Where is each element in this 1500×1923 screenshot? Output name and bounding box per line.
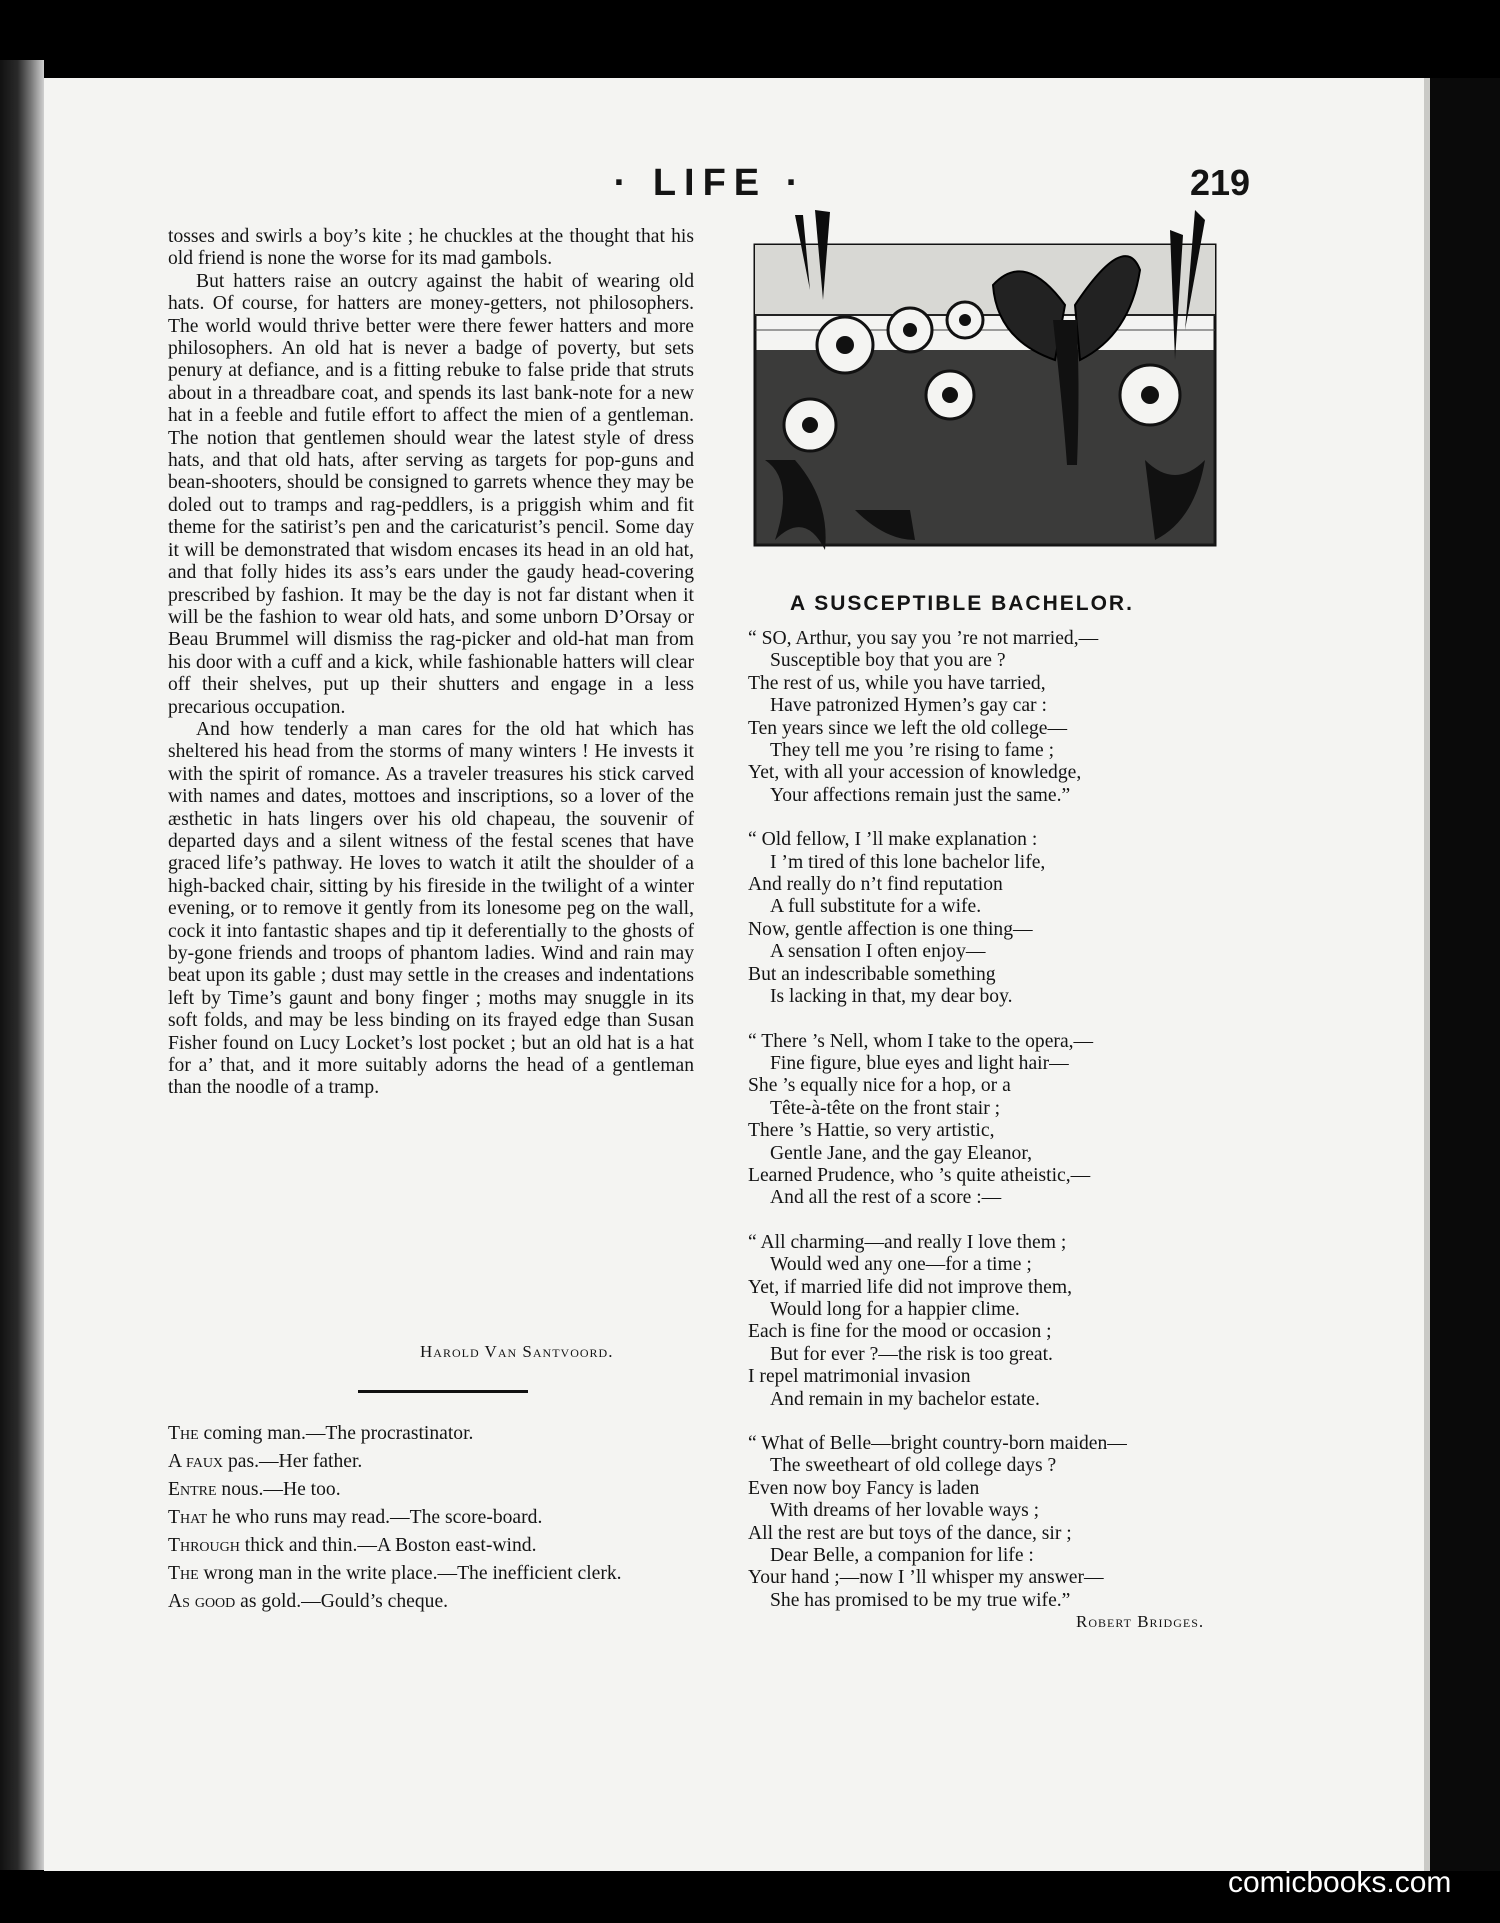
poem-line: The rest of us, while you have tarried, bbox=[748, 672, 1046, 694]
poem-stanza bbox=[748, 829, 1268, 1008]
magazine-title: · LIFE · bbox=[613, 162, 807, 204]
joke-lead: A faux bbox=[168, 1451, 224, 1472]
joke-item bbox=[168, 1562, 728, 1585]
poem-stanza bbox=[748, 1232, 1268, 1411]
poem-stanza bbox=[748, 628, 1268, 807]
poem-line: They tell me you ’re rising to fame ; bbox=[770, 740, 1055, 762]
poem-line: Fine figure, blue eyes and light hair— bbox=[770, 1052, 1069, 1074]
poem-line: I repel matrimonial invasion bbox=[748, 1366, 971, 1388]
poem-line: “ SO, Arthur, you say you ’re not married,— bbox=[748, 628, 1099, 649]
joke-text: thick and thin.—A Boston east-wind. bbox=[239, 1535, 537, 1556]
joke-lead: That bbox=[168, 1507, 208, 1528]
poem-line: But for ever ?—the risk is too great. bbox=[770, 1343, 1053, 1365]
poem-line: Would wed any one—for a time ; bbox=[770, 1254, 1032, 1276]
poem-line: Would long for a happier clime. bbox=[770, 1298, 1020, 1320]
joke-item bbox=[168, 1450, 728, 1473]
poem-line: Now, gentle affection is one thing— bbox=[748, 918, 1033, 940]
joke-text: pas.—Her father. bbox=[223, 1451, 363, 1472]
poem-line: Have patronized Hymen’s gay car : bbox=[770, 695, 1047, 717]
poem-title: A SUSCEPTIBLE BACHELOR. bbox=[790, 592, 1134, 615]
joke-lead: The bbox=[168, 1563, 199, 1584]
poem-line: Ten years since we left the old college— bbox=[748, 717, 1068, 739]
essay-paragraph: tosses and swirls a boy’s kite ; he chuckles at the thought that his old friend is none the worse for its mad gambols. bbox=[168, 226, 694, 270]
poem-line: She has promised to be my true wife.” bbox=[770, 1589, 1071, 1611]
poem-line: And all the rest of a score :— bbox=[770, 1187, 1002, 1209]
poem-stanza bbox=[748, 1433, 1268, 1612]
book-spine-shadow bbox=[0, 60, 44, 1870]
joke-lead: The bbox=[168, 1423, 199, 1444]
joke-text: coming man.—The procrastinator. bbox=[198, 1423, 474, 1444]
essay-paragraph: And how tenderly a man cares for the old hat which has sheltered his head from the storms of many winters ! He invests it with the spirit of romance. As a traveler treasures his stick carved with names and dates, mottoes and inscriptions, so a lover of the æsthetic in hats lingers over his old chapeau, the souvenir of departed days and a silent witness of the festal scenes that have graced life’s pathway. He loves to watch it atilt the shoulder of a high-backed chair, sitting by his fireside in the twilight of a winter evening, or to remove it gently from its lonesome peg on the wall, cock it into fantastic shapes and tip it deferentially to the ghosts of by-gone friends and troops of phantom ladies. Wind and rain may beat upon its gable ; dust may settle in the creases and indentations left by Time’s gaunt and bony finger ; moths may snuggle in its soft folds, and may be less binding on its frayed edge than Susan Fisher found on Lucy Locket’s lost pocket ; but an old hat is a hat for a’ that, and it more suitably adorns the head of a gentleman than the noodle of a tramp. bbox=[168, 718, 694, 1099]
poem-author: Robert Bridges. bbox=[1076, 1612, 1205, 1631]
joke-item bbox=[168, 1590, 728, 1613]
poem-line: “ Old fellow, I ’ll make explanation : bbox=[748, 829, 1038, 851]
poem-line: Tête-à-tête on the front stair ; bbox=[770, 1097, 1001, 1119]
joke-text: wrong man in the write place.—The inefficient clerk. bbox=[198, 1563, 622, 1584]
poem-line: Susceptible boy that you are ? bbox=[770, 650, 1006, 672]
joke-lead: Entre bbox=[168, 1479, 217, 1500]
poem-line: Yet, if married life did not improve them, bbox=[748, 1276, 1072, 1298]
poem-line: There ’s Hattie, so very artistic, bbox=[748, 1120, 995, 1142]
poem-line: But an indescribable something bbox=[748, 963, 996, 985]
poem-line: Even now boy Fancy is laden bbox=[748, 1477, 980, 1499]
page-number: 219 bbox=[1190, 162, 1251, 203]
poem-line: “ All charming—and really I love them ; bbox=[748, 1231, 1067, 1253]
poem-line: Your affections remain just the same.” bbox=[770, 784, 1071, 806]
poem-line: Yet, with all your accession of knowledge, bbox=[748, 762, 1082, 784]
poem-line: And remain in my bachelor estate. bbox=[770, 1388, 1040, 1410]
poem-line: And really do n’t find reputation bbox=[748, 874, 1003, 896]
poem-line: Is lacking in that, my dear boy. bbox=[770, 986, 1013, 1008]
essay-column bbox=[168, 226, 694, 1100]
joke-text: as gold.—Gould’s cheque. bbox=[235, 1591, 449, 1612]
poem-line: I ’m tired of this lone bachelor life, bbox=[770, 851, 1046, 873]
poem-line: All the rest are but toys of the dance, sir ; bbox=[748, 1522, 1072, 1544]
joke-text: nous.—He too. bbox=[216, 1479, 341, 1500]
joke-item bbox=[168, 1478, 728, 1501]
joke-text: he who runs may read.—The score-board. bbox=[207, 1507, 543, 1528]
poem-line: “ What of Belle—bright country-born maiden— bbox=[748, 1433, 1127, 1454]
poem-line: Dear Belle, a companion for life : bbox=[770, 1545, 1034, 1567]
scan-border bbox=[1430, 78, 1500, 1871]
poem-body bbox=[748, 628, 1268, 1634]
poem-line: Learned Prudence, who ’s quite atheistic,— bbox=[748, 1164, 1091, 1186]
poem-line: Your hand ;—now I ’ll whisper my answer— bbox=[748, 1567, 1104, 1589]
joke-item bbox=[168, 1422, 728, 1445]
joke-item bbox=[168, 1534, 728, 1557]
poem-line: A full substitute for a wife. bbox=[770, 896, 982, 918]
joke-lead: Through bbox=[168, 1535, 240, 1556]
essay-paragraph: But hatters raise an outcry against the habit of wearing old hats. Of course, for hatters are money-getters, not philosophers. The world would thrive better were there fewer hatters and more philosophers. An old hat is never a badge of poverty, but sets penury at defiance, and is a fitting rebuke to false pride that struts about in a threadbare coat, and spends its last bank-note for a new hat in a feeble and futile effort to affect the mien of a gentleman. The notion that gentlemen should wear the latest style of dress hats, and that old hats, after serving as targets for pop-guns and bean-shooters, should be consigned to garrets whence they may be doled out to tramps and rag-peddlers, is a priggish whim and fit theme for the satirist’s pen and the caricaturist’s pencil. Some day it will be demonstrated that wisdom encases its head in an old hat, and that folly hides its ass’s ears under the gaudy head-covering prescribed by fashion. It may be the day is not far distant when it will be the fashion to wear old hats, and some unborn D’Orsay or Beau Brummel will dismiss the rag-picker and old-hat man from his door with a cuff and a kick, while fashionable hatters will clear off their shelves, put up their shutters and engage in a less precarious occupation. bbox=[168, 270, 694, 718]
poem-line: Each is fine for the mood or occasion ; bbox=[748, 1321, 1052, 1343]
poem-line: “ There ’s Nell, whom I take to the opera,— bbox=[748, 1030, 1094, 1052]
joke-item bbox=[168, 1506, 728, 1529]
poem-line: She ’s equally nice for a hop, or a bbox=[748, 1075, 1011, 1097]
source-watermark: comicbooks.com bbox=[1228, 1866, 1452, 1899]
floral-butterfly-illustration bbox=[735, 210, 1235, 585]
poem-line: With dreams of her lovable ways ; bbox=[770, 1500, 1040, 1522]
joke-lead: As good bbox=[168, 1591, 236, 1612]
poem-line: The sweetheart of old college days ? bbox=[770, 1455, 1057, 1477]
poem-line: Gentle Jane, and the gay Eleanor, bbox=[770, 1142, 1032, 1164]
essay-author: Harold Van Santvoord. bbox=[420, 1342, 614, 1361]
poem-stanza bbox=[748, 1031, 1268, 1210]
poem-line: A sensation I often enjoy— bbox=[770, 941, 986, 963]
section-divider bbox=[358, 1390, 528, 1393]
jokes-list bbox=[168, 1422, 728, 1618]
